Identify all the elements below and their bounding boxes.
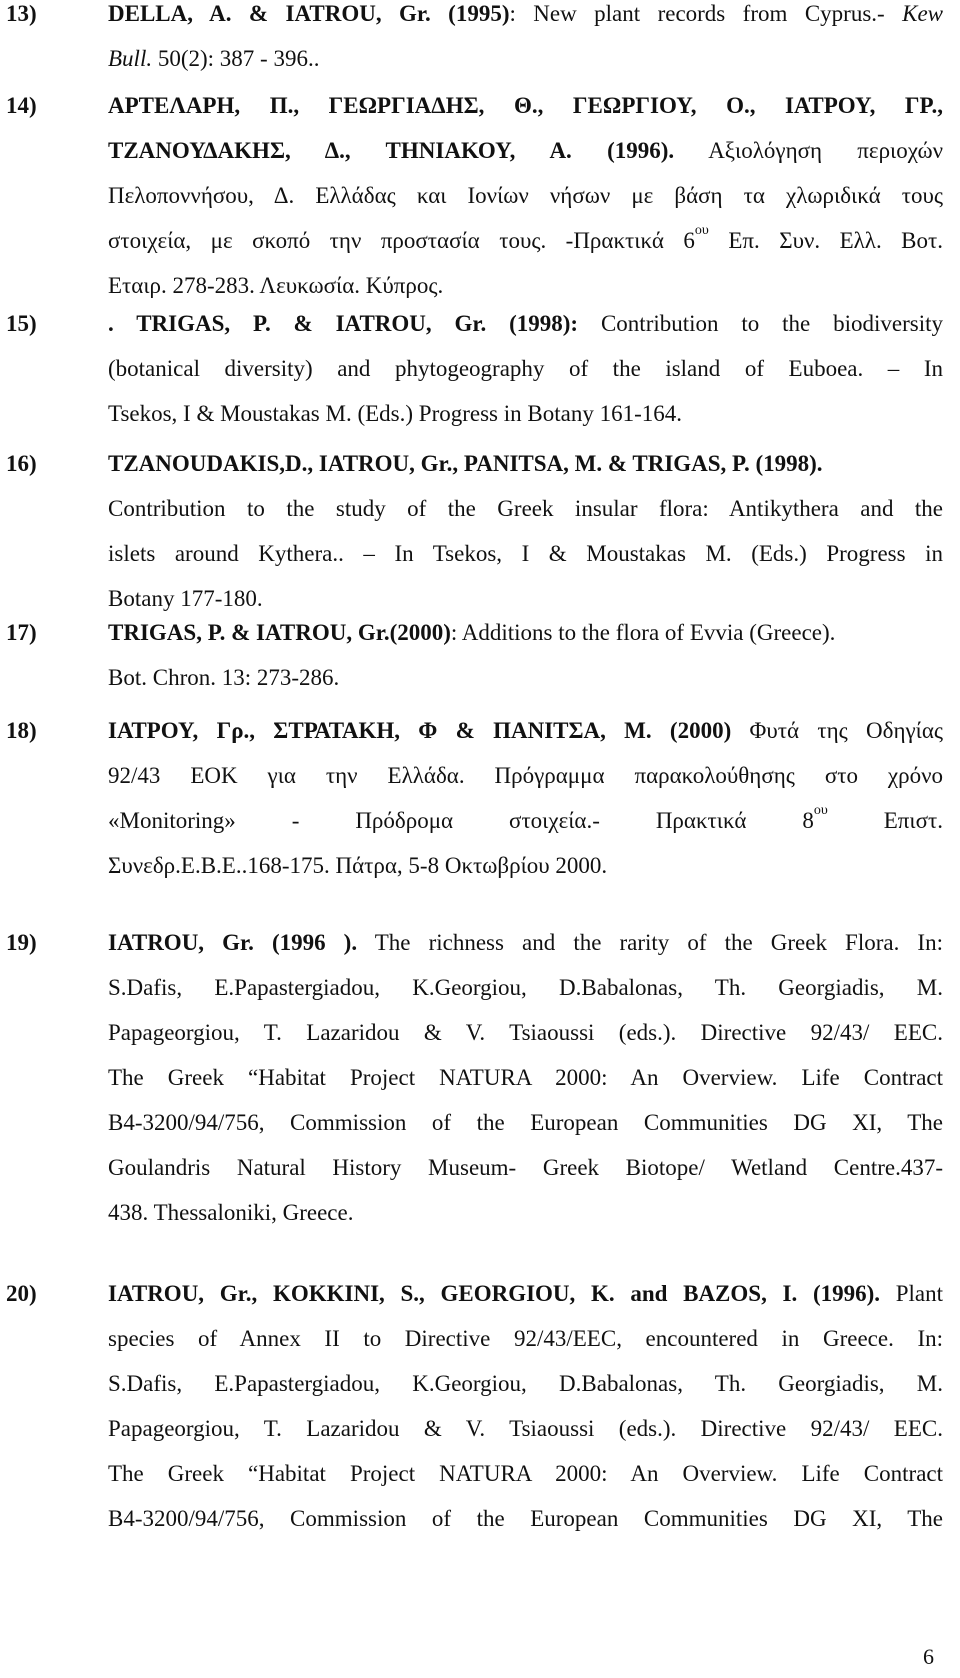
reference-line: B4-3200/94/756, Commission of the European Communities DG XI, The — [108, 1110, 943, 1135]
page-number: 6 — [923, 1644, 934, 1669]
reference-text — [108, 708, 943, 888]
reference-line: στοιχεία, με σκοπό την προστασία τους. -Πρακτικά $6^{o\upsilon}$ Επ. Συν. Ελλ. Βοτ. — [108, 223, 943, 253]
reference-number: 16) — [6, 451, 37, 476]
reference-line: (botanical diversity) and phytogeography of the island of Euboea. – In — [108, 356, 943, 381]
reference-line: . TRIGAS, P. & IATROU, Gr. (1998): Contribution to the biodiversity — [108, 311, 943, 336]
reference-number: 13) — [6, 1, 37, 26]
reference-text — [108, 301, 943, 436]
reference-text — [108, 0, 943, 81]
reference-number: 20) — [6, 1281, 37, 1306]
reference-number: 18) — [6, 718, 37, 743]
reference-line: IATROU, Gr., KOKKINI, S., GEORGIOU, K. and BAZOS, I. (1996). Plant — [108, 1281, 943, 1306]
reference-line: The Greek “Habitat Project NATURA 2000: An Overview. Life Contract — [108, 1461, 943, 1486]
reference-text — [108, 920, 943, 1235]
reference-line: S.Dafis, E.Papastergiadou, K.Georgiou, D.Babalonas, Th. Georgiadis, M. — [108, 1371, 943, 1396]
reference-line: Bot. Chron. 13: 273-286. — [108, 665, 340, 690]
reference-number: 15) — [6, 311, 37, 336]
reference-line: IATROU, Gr. (1996 ). The richness and the rarity of the Greek Flora. In: — [108, 930, 943, 955]
reference-line: ΙΑΤΡΟΥ, Γρ., ΣΤΡΑΤΑΚΗ, Φ & ΠΑΝΙΤΣΑ, Μ. (2000) Φυτά της Οδηγίας — [108, 718, 944, 743]
reference-line: species of Annex II to Directive 92/43/EEC, encountered in Greece. In: — [108, 1326, 943, 1351]
reference-line: S.Dafis, E.Papastergiadou, K.Georgiou, D.Babalonas, Th. Georgiadis, M. — [108, 975, 943, 1000]
reference-line: B4-3200/94/756, Commission of the European Communities DG XI, The — [108, 1506, 943, 1531]
reference-line: DELLA, A. & IATROU, Gr. (1995): New plant records from Cyprus.- Kew — [108, 1, 943, 26]
reference-line: «Monitoring» - Πρόδρομα στοιχεία.- Πρακτικά $8^{o\upsilon}$ Επιστ. — [108, 803, 943, 833]
reference-line: The Greek “Habitat Project NATURA 2000: An Overview. Life Contract — [108, 1065, 943, 1090]
reference-line: Goulandris Natural History Museum- Greek Biotope/ Wetland Centre.437- — [108, 1155, 943, 1180]
reference-number: 17) — [6, 620, 37, 645]
reference-line: Bull. 50(2): 387 - 396.. — [108, 46, 320, 71]
reference-line: Papageorgiou, T. Lazaridou & V. Tsiaoussi (eds.). Directive 92/43/ EEC. — [108, 1416, 943, 1441]
reference-line: 92/43 ΕΟΚ για την Ελλάδα. Πρόγραμμα παρακολούθησης στο χρόνο — [108, 763, 943, 788]
reference-number: 19) — [6, 930, 37, 955]
reference-line: Πελοποννήσου, Δ. Ελλάδας και Ιονίων νήσων με βάση τα χλωριδικά τους — [108, 183, 943, 208]
reference-text — [108, 83, 943, 308]
reference-line: TRIGAS, P. & IATROU, Gr.(2000): Additions to the flora of Evvia (Greece). — [108, 620, 836, 645]
reference-line: Συνεδρ.Ε.Β.Ε..168-175. Πάτρα, 5-8 Οκτωβρίου 2000. — [108, 853, 608, 878]
reference-line: TZANOUDAKIS,D., IATROU, Gr., PANITSA, M. & TRIGAS, P. (1998). — [108, 451, 823, 476]
reference-line: ΑΡΤΕΛΑΡΗ, Π., ΓΕΩΡΓΙΑΔΗΣ, Θ., ΓΕΩΡΓΙΟΥ, Ο., ΙΑΤΡΟΥ, ΓΡ., — [108, 93, 943, 118]
reference-text — [108, 1271, 943, 1541]
reference-line: Tsekos, I & Moustakas M. (Eds.) Progress in Botany 161-164. — [108, 401, 682, 426]
reference-line: islets around Kythera.. – In Tsekos, I & Moustakas M. (Eds.) Progress in — [108, 541, 943, 566]
reference-line: ΤΖΑΝΟΥΔΑΚΗΣ, Δ., ΤΗΝΙΑΚΟΥ, Α. (1996). Αξιολόγηση περιοχών — [108, 138, 943, 163]
reference-number: 14) — [6, 93, 37, 118]
reference-line: Papageorgiou, T. Lazaridou & V. Tsiaoussi (eds.). Directive 92/43/ EEC. — [108, 1020, 943, 1045]
reference-line: Contribution to the study of the Greek insular flora: Antikythera and the — [108, 496, 943, 521]
reference-line: 438. Thessaloniki, Greece. — [108, 1200, 354, 1225]
reference-text — [108, 441, 943, 621]
reference-text — [108, 610, 943, 700]
reference-line: Botany 177-180. — [108, 586, 263, 611]
reference-line: Εταιρ. 278-283. Λευκωσία. Κύπρος. — [108, 273, 444, 298]
